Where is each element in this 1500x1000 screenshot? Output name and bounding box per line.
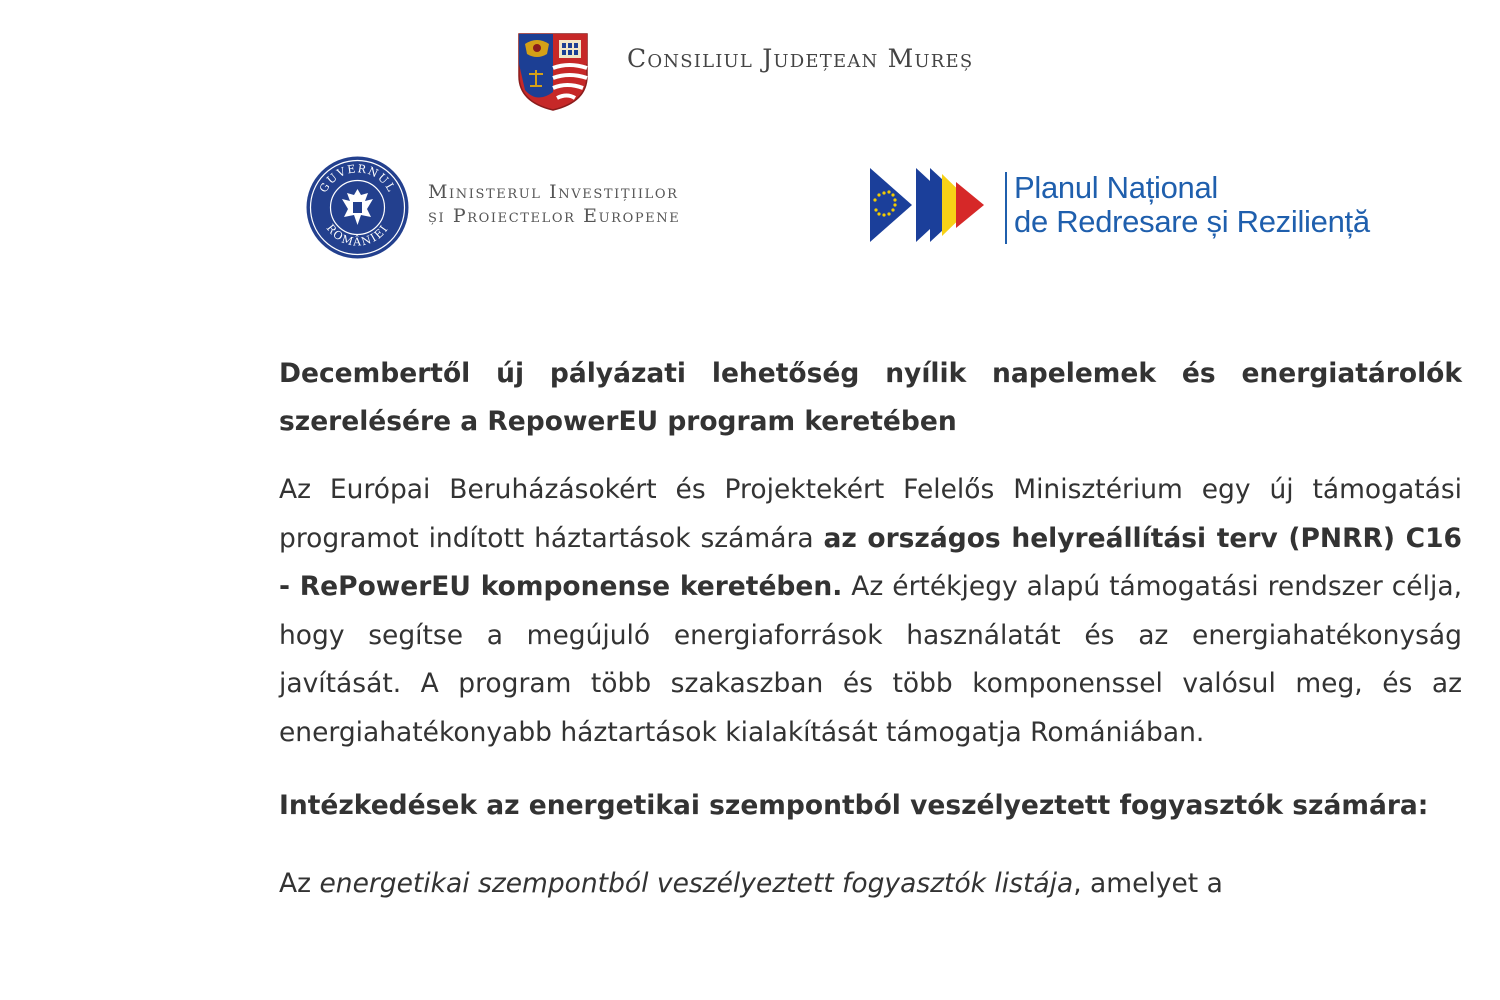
p1-text-end: Az értékjegy alapú támogatási rendszer célja, hogy segítse a megújuló energiaforrások használatát és az energiahatékonyság javítását. A program több szakaszban és több komponenssel valósul meg, és az energiahatékonyabb háztartások kialakítását támogatja Romániában. (279, 571, 1463, 748)
article-subheading: Intézkedések az energetikai szempontból veszélyeztett fogyasztók számára: (279, 790, 1429, 821)
pnrr-name (1014, 171, 1370, 239)
pnrr-logo-icon (870, 168, 1000, 242)
pnrr-line-1: Planul Național (1014, 170, 1219, 205)
ministry-line-1: Ministerul Investițiilor (428, 181, 679, 203)
ministry-name (428, 180, 680, 228)
government-seal-icon (305, 155, 410, 260)
article-paragraph-2 (279, 860, 1462, 909)
seal-top-text: GUVERNUL (316, 162, 399, 195)
p1-text-start: Az Európai Beruházásokért és Projektekért Felelős Minisztérium egy új támogatási programot indított háztartások számára (279, 474, 1462, 554)
mures-coat-of-arms-icon (517, 32, 589, 112)
p1-text-bold: az országos helyreállítási terv (PNRR) C16 - RePowerEU komponense keretében. (279, 522, 1462, 602)
seal-bottom-text: ROMÂNIEI (323, 221, 392, 249)
article-paragraph-1 (279, 466, 1462, 757)
p2-text-start: Az (279, 868, 320, 899)
p2-text-end: , amelyet a (1073, 868, 1223, 899)
article-title: Decembertől új pályázati lehetőség nyílik napelemek és energiatárolók szerelésére a RepowerEU program keretében (279, 358, 1462, 437)
pnrr-line-2: de Redresare și Reziliență (1014, 204, 1370, 239)
pnrr-divider (1005, 172, 1007, 244)
p2-text-italic: energetikai szempontból veszélyeztett fogyasztók listája (319, 868, 1074, 899)
article (279, 350, 1462, 909)
council-name: Consiliul Județean Mureș (627, 44, 974, 73)
ministry-line-2: și Proiectelor Europene (428, 205, 681, 227)
